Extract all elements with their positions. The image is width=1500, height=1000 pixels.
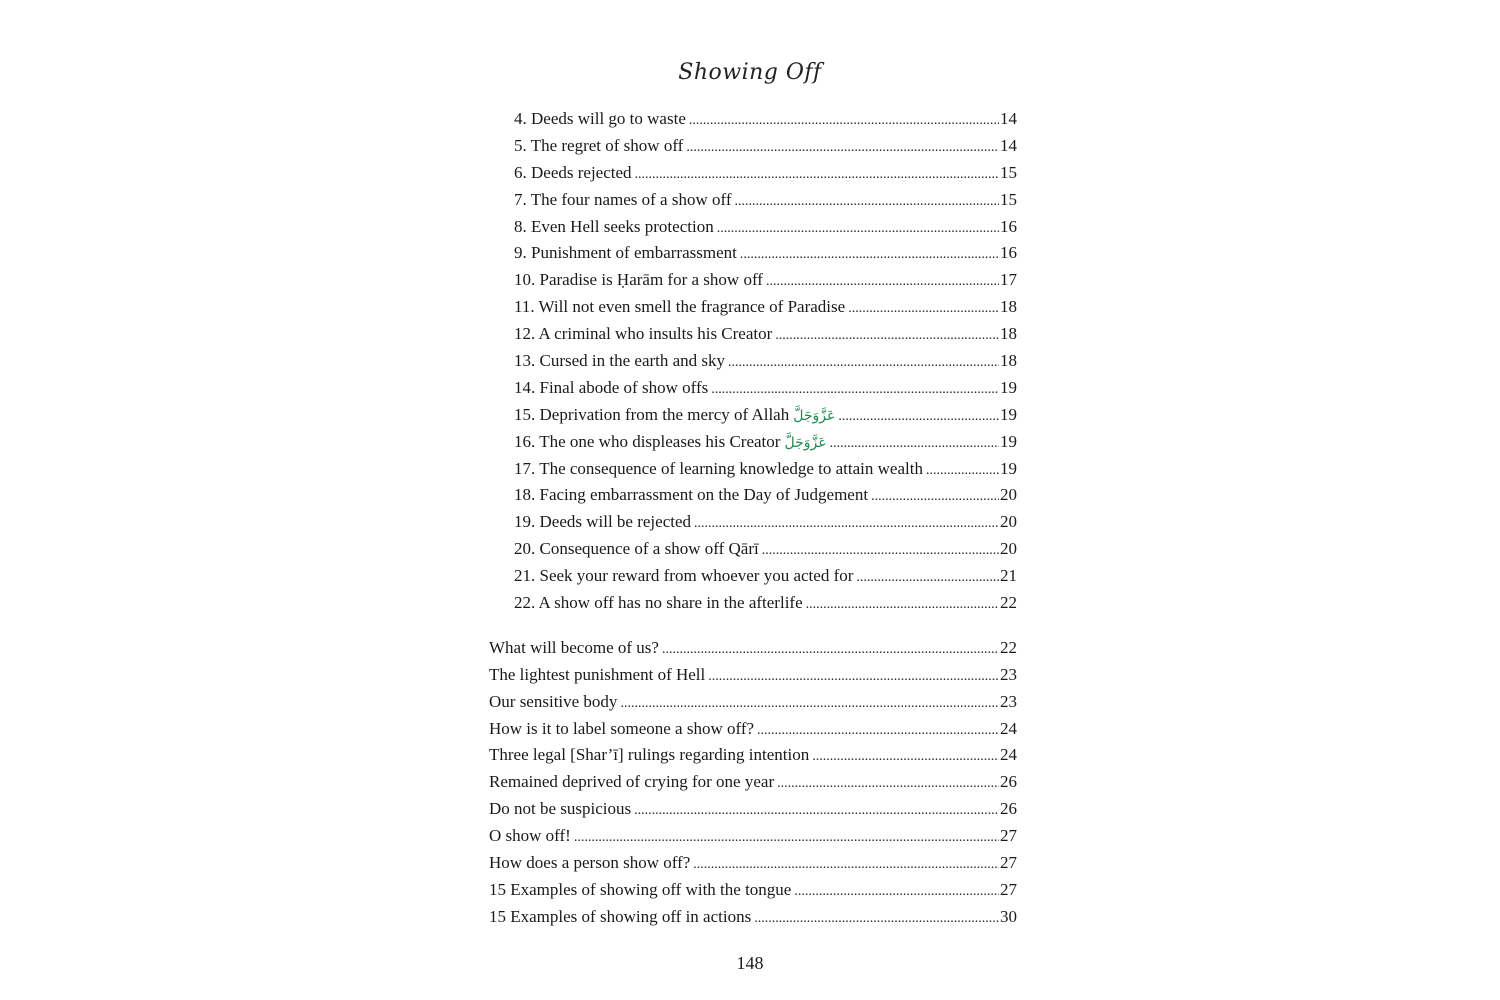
toc-entry-page: 19: [1000, 377, 1017, 397]
toc-entry[interactable]: [489, 402, 1017, 429]
toc-entry-page: 27: [1000, 826, 1017, 846]
toc-entry[interactable]: [489, 662, 1017, 689]
dot-leader: [735, 189, 1000, 216]
toc-entry-title: 20. Consequence of a show off Qārī: [514, 539, 759, 559]
dot-leader: [740, 242, 999, 269]
toc-entry-title: 18. Facing embarrassment on the Day of Judgement: [514, 485, 869, 505]
toc-entry[interactable]: [489, 348, 1017, 375]
toc-entry-page: 26: [1000, 772, 1017, 792]
toc-entry[interactable]: [489, 689, 1017, 716]
dot-leader: [871, 484, 999, 511]
toc-entry-title: What will become of us?: [489, 637, 659, 657]
toc-entry-title: How does a person show off?: [489, 853, 691, 873]
dot-leader: [694, 511, 999, 538]
toc-entry[interactable]: [489, 133, 1017, 160]
toc-entry[interactable]: [489, 635, 1017, 662]
toc-entry-title: 10. Paradise is Ḥarām for a show off: [514, 270, 763, 290]
toc-entry-page: 20: [1000, 512, 1017, 532]
toc-entry[interactable]: [489, 429, 1017, 456]
dot-leader: [708, 664, 999, 691]
toc-entry-title: 15 Examples of showing off in actions: [489, 906, 752, 926]
dot-leader: [926, 458, 999, 485]
toc-entry-page: 16: [1000, 243, 1017, 263]
page-number: 148: [736, 953, 764, 973]
dot-leader: [620, 691, 999, 718]
toc-entry-title: Remained deprived of crying for one year: [489, 772, 775, 792]
dot-leader: [693, 852, 999, 879]
toc-entry[interactable]: [489, 294, 1017, 321]
toc-entry-page: 27: [1000, 853, 1017, 873]
toc-entry[interactable]: [489, 563, 1017, 590]
toc-entry-page: 18: [1000, 324, 1017, 344]
toc-entry-title: 22. A show off has no share in the afterlife: [514, 593, 803, 613]
toc-entry-page: 19: [1000, 431, 1017, 451]
dot-leader: [856, 565, 999, 592]
toc-entry-title: 14. Final abode of show offs: [514, 377, 709, 397]
dot-leader: [635, 162, 999, 189]
table-of-contents: [489, 106, 1017, 931]
toc-entry-page: 15: [1000, 189, 1017, 209]
toc-entry-page: 30: [1000, 906, 1017, 926]
toc-entry[interactable]: [489, 321, 1017, 348]
toc-entry-title: 5. The regret of show off: [514, 135, 684, 155]
toc-entry-page: 23: [1000, 691, 1017, 711]
dot-leader: [775, 323, 999, 350]
toc-entry-page: 19: [1000, 404, 1017, 424]
toc-entry-title: 6. Deeds rejected: [514, 162, 632, 182]
toc-entry[interactable]: [489, 536, 1017, 563]
dot-leader: [711, 377, 999, 404]
toc-entry-page: 22: [1000, 593, 1017, 613]
dot-leader: [757, 718, 999, 745]
toc-entry-title: Three legal [Shar’ī] rulings regarding intention: [489, 745, 810, 765]
toc-entry-title: 9. Punishment of embarrassment: [514, 243, 737, 263]
toc-entry[interactable]: [489, 267, 1017, 294]
toc-entry[interactable]: [489, 716, 1017, 743]
dot-leader: [634, 798, 999, 825]
toc-entry-page: 22: [1000, 637, 1017, 657]
toc-entry-page: 17: [1000, 270, 1017, 290]
dot-leader: [717, 216, 999, 243]
toc-entry-title: Do not be suspicious: [489, 799, 632, 819]
toc-entry-page: 20: [1000, 485, 1017, 505]
toc-entry[interactable]: [489, 106, 1017, 133]
toc-entry-page: 27: [1000, 879, 1017, 899]
dot-leader: [689, 108, 999, 135]
toc-entry[interactable]: [489, 769, 1017, 796]
dot-leader: [777, 771, 999, 798]
toc-entry[interactable]: [489, 375, 1017, 402]
toc-entry-title: 16. The one who displeases his Creator: [514, 431, 781, 451]
toc-entry-title: 17. The consequence of learning knowledge to attain wealth: [514, 458, 923, 478]
toc-entry-title: 15. Deprivation from the mercy of Allah: [514, 404, 790, 424]
dot-leader: [766, 269, 999, 296]
dot-leader: [830, 431, 999, 458]
toc-entry-page: 20: [1000, 539, 1017, 559]
toc-entry-title: 19. Deeds will be rejected: [514, 512, 692, 532]
toc-entry[interactable]: [489, 509, 1017, 536]
toc-entry-title: 7. The four names of a show off: [514, 189, 732, 209]
toc-entry-page: 14: [1000, 109, 1017, 128]
toc-entry-title: 12. A criminal who insults his Creator: [514, 324, 773, 344]
toc-entry[interactable]: [489, 796, 1017, 823]
toc-entry-page: 15: [1000, 162, 1017, 182]
toc-entry-page: 24: [1000, 745, 1017, 765]
toc-entry[interactable]: [489, 456, 1017, 483]
toc-entry[interactable]: [489, 823, 1017, 850]
toc-entry-page: 18: [1000, 297, 1017, 317]
toc-entry-page: 26: [1000, 799, 1017, 819]
dot-leader: [754, 906, 999, 933]
dot-leader: [838, 404, 999, 431]
dot-leader: [686, 135, 999, 162]
dot-leader: [728, 350, 999, 377]
toc-entry[interactable]: [489, 214, 1017, 241]
dot-leader: [848, 296, 999, 323]
toc-entry-page: 18: [1000, 351, 1017, 371]
toc-entry-page: 21: [1000, 566, 1017, 586]
dot-leader: [806, 592, 999, 619]
dot-leader: [662, 637, 999, 664]
dot-leader: [574, 825, 999, 852]
honorific-calligraphy: عَزَّوَجَلَّ: [784, 434, 827, 451]
toc-entry[interactable]: [489, 877, 1017, 904]
toc-entry-page: 19: [1000, 458, 1017, 478]
toc-entry[interactable]: [489, 160, 1017, 187]
toc-entry-title: 21. Seek your reward from whoever you acted for: [514, 566, 854, 586]
toc-entry-title: 4. Deeds will go to waste: [514, 109, 686, 128]
toc-entry-title: O show off!: [489, 826, 571, 846]
toc-entry-title: 8. Even Hell seeks protection: [514, 216, 714, 236]
toc-entry[interactable]: [489, 850, 1017, 877]
toc-entry[interactable]: [489, 482, 1017, 509]
toc-entry-title: How is it to label someone a show off?: [489, 718, 755, 738]
toc-entry[interactable]: [489, 904, 1017, 931]
dot-leader: [812, 744, 999, 771]
toc-entry-title: 11. Will not even smell the fragrance of Paradise: [514, 297, 846, 317]
toc-entry-title: Our sensitive body: [489, 691, 618, 711]
toc-entry-page: 14: [1000, 135, 1017, 155]
toc-entry[interactable]: [489, 187, 1017, 214]
toc-entry[interactable]: [489, 590, 1017, 617]
toc-entry-page: 24: [1000, 718, 1017, 738]
toc-entry[interactable]: [489, 240, 1017, 267]
dot-leader: [762, 538, 999, 565]
toc-entry-title: The lightest punishment of Hell: [489, 664, 706, 684]
toc-entry-title: 15 Examples of showing off with the tongue: [489, 879, 792, 899]
honorific-calligraphy: عَزَّوَجَلَّ: [793, 407, 836, 424]
toc-entry[interactable]: [489, 742, 1017, 769]
toc-entry-page: 16: [1000, 216, 1017, 236]
toc-entry-title: 13. Cursed in the earth and sky: [514, 351, 726, 371]
dot-leader: [794, 879, 999, 906]
running-header: Showing Off: [678, 60, 822, 85]
toc-entry-page: 23: [1000, 664, 1017, 684]
